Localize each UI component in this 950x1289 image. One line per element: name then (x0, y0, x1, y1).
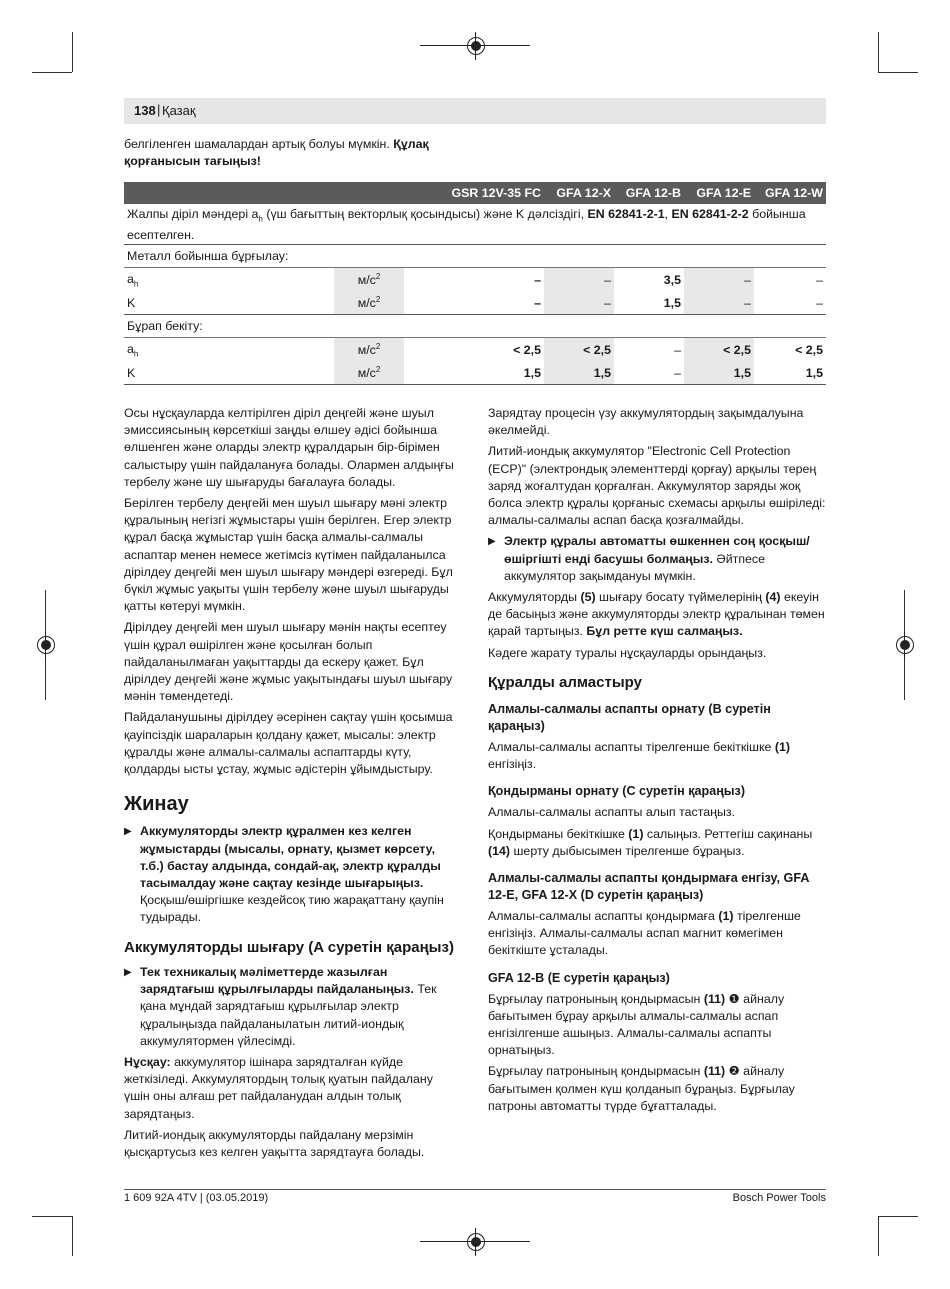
bullet-bold: Электр құралы автоматты өшкеннен соң қосқыш/өшіргішті енді басушы болмаңыз. (504, 534, 810, 566)
value-cell: 1,5 (754, 361, 826, 385)
note-text: , (664, 207, 672, 221)
unit-sup: 2 (375, 272, 381, 282)
crop-mark (32, 72, 72, 73)
row-label-sub: h (133, 349, 139, 359)
intro-warning: Құлақ қорғанысын тағыңыз! (124, 137, 429, 169)
column-header: GSR 12V-35 FC (404, 182, 544, 204)
value-cell: < 2,5 (795, 342, 823, 357)
bullet-text: Әйтпесе аккумулятор зақымдануы мүмкін. (504, 551, 766, 583)
bullet-triangle-icon: ▶ (124, 966, 132, 978)
registration-mark-icon (896, 636, 914, 654)
text: Аккумуляторды (488, 590, 581, 605)
subheading-insert-tool: Алмалы-салмалы аспапты орнату (B суретін қараңыз) (488, 702, 771, 734)
text: тірелгенше енгізіңіз. Алмалы-салмалы аспап магнит көмегімен бекіткіште ұсталады. (488, 909, 801, 958)
unit-text: м/с (357, 343, 376, 358)
value-cell: – (816, 272, 823, 287)
unit-sup: 2 (375, 342, 381, 352)
warning-bullet (488, 533, 826, 585)
row-label-text: K (127, 295, 136, 310)
paragraph (488, 991, 826, 1060)
note-paragraph (124, 1054, 456, 1123)
table-row (124, 361, 826, 385)
value-cell: < 2,5 (544, 338, 614, 362)
unit-text: м/с (357, 273, 376, 288)
section-label: Бұрап бекіту: (124, 315, 826, 338)
table-row (124, 268, 826, 292)
paragraph: Кәдеге жарату туралы нұсқауларды орындаңыз. (488, 645, 767, 660)
row-label (124, 338, 334, 362)
crop-mark (72, 1216, 73, 1256)
paragraph (488, 589, 826, 641)
text: Қондырманы бекіткішке (488, 826, 629, 841)
value-cell: – (544, 291, 614, 315)
paragraph (488, 1063, 826, 1115)
row-label-text: K (127, 365, 136, 380)
paragraph (488, 739, 826, 773)
page-language: Қазақ (162, 103, 196, 118)
unit-text: м/с (357, 366, 376, 381)
unit-cell (334, 268, 404, 292)
value-cell: – (754, 291, 826, 315)
ref-number: (1) (774, 740, 791, 755)
subheading-insert-into-attachment: Алмалы-салмалы аспапты қондырмаға енгізу, GFA 12-E, GFA 12-X (D суретін қараңыз) (488, 871, 809, 903)
text: Бұрғылау патронының қондырмасын (488, 991, 704, 1006)
right-column (488, 405, 826, 1119)
footer-divider (124, 1189, 826, 1190)
value-cell: – (404, 291, 544, 315)
crop-mark (878, 1216, 879, 1256)
page-header (124, 98, 826, 124)
unit-text: м/с (357, 296, 376, 311)
ref-number: (5) (580, 590, 596, 605)
value-cell: 1,5 (544, 361, 614, 385)
table-row (124, 291, 826, 315)
paragraph: Осы нұсқауларда келтірілген діріл деңгейі және шуыл эмиссиясының көрсеткіші заңды өлшеу әдісі бойынша өлшенген және оларды электр құралдарын бір-бірімен салыстыру үшін пайдалануға болады. Олармен алдыңғы тербелу және шу шығаруды бағалауға болады. (124, 406, 454, 489)
paragraph: Алмалы-салмалы аспапты алып тастаңыз. (488, 805, 735, 820)
unit-cell (334, 338, 404, 362)
row-label-text: a (127, 341, 134, 356)
warning-text: Бұл ретте күш салмаңыз. (586, 624, 743, 639)
bullet-text: Қосқыш/өшіргішке кездейсоқ тию жарақаттану қаупін тудырады. (140, 893, 444, 925)
step-number-icon: ❷ (725, 1064, 740, 1079)
ref-number: (1) (718, 909, 734, 924)
registration-mark-icon (37, 636, 55, 654)
registration-mark-icon (467, 1233, 485, 1251)
value-cell: – (544, 268, 614, 292)
ref-number: (1) (628, 826, 644, 841)
crop-mark (878, 1216, 918, 1217)
note-standard: EN 62841-2-1 (587, 207, 665, 221)
crop-mark (72, 32, 73, 72)
note-standard: EN 62841-2-2 (671, 207, 749, 221)
subheading-battery-removal: Аккумуляторды шығару (A суретін қараңыз) (124, 938, 454, 956)
bullet-text: Тек қана мұндай зарядтағыш құрылғылар электр құралыңызда пайдаланылатын литий-иондық аккумулятормен үйлесімді. (140, 982, 437, 1048)
vibration-table (124, 182, 826, 385)
paragraph (488, 908, 826, 960)
subheading-gfa12b: GFA 12-B (E суретін қараңыз) (488, 970, 670, 985)
text: Бұрғылау патронының қондырмасын (488, 1064, 704, 1079)
ref-number: (11) (703, 991, 726, 1006)
table-row (124, 338, 826, 362)
section-heading-assembly: Жинау (124, 793, 189, 816)
note-text: (үш бағыттың векторлық қосындысы) және K дәлсіздігі, (262, 207, 588, 221)
value-cell: 1,5 (684, 361, 754, 385)
value-cell: – (674, 342, 681, 357)
table-header-row (124, 182, 826, 204)
value-cell: 1,5 (404, 361, 544, 385)
unit-sup: 2 (375, 365, 381, 375)
table-section-row (124, 245, 826, 268)
intro-text (124, 136, 444, 170)
intro-plain: белгіленген шамалардан артық болуы мүмкін. (124, 137, 394, 151)
paragraph: Дірілдеу деңгейі мен шуыл шығару мәнін нақты есептеу үшін құрал өшірілген және қосылған болып пайдаланылмаған уақыттарды да ескеру қажет. Бұл дірілдеу деңгейі және жұмыс уақытындағы шуыл шығару мәнін төмендетеді. (124, 620, 453, 704)
value-cell: 1,5 (614, 291, 684, 315)
row-label (124, 291, 334, 315)
bullet-bold: Тек техникалық мәліметтерде жазылған зарядтағыш құрылғыларды пайдаланыңыз. (140, 964, 414, 997)
left-column (124, 405, 456, 1165)
value-cell: – (684, 268, 754, 292)
unit-cell (334, 291, 404, 315)
note-body: аккумулятор ішінара зарядталған күйде жеткізіледі. Аккумулятордың толық қуатын пайдалану үшін оны алғаш рет пайдаланудан алдын толық зарядтаңыз. (124, 1054, 433, 1121)
note-label: Нұсқау: (124, 1054, 171, 1069)
ref-number: (4) (765, 590, 781, 605)
crop-mark (32, 1216, 72, 1217)
bullet-triangle-icon: ▶ (488, 536, 496, 548)
value-cell: – (614, 361, 684, 385)
footer-doc-id: 1 609 92A 4TV | (03.05.2019) (124, 1192, 269, 1204)
unit-cell (334, 361, 404, 385)
paragraph: Пайдаланушыны дірілдеу әсерінен сақтау үшін қосымша қауіпсіздік шараларын қолдану қажет, мысалы: электр құралды және алмалы-салмалы аспаптарды күту, қолдарды ысты ұстау, жұмыс әдістерін ұйымдыстыру. (124, 710, 453, 777)
warning-bullet (124, 964, 456, 1050)
warning-bullet (124, 823, 456, 926)
table-note-row (124, 204, 826, 245)
value-cell: < 2,5 (513, 342, 541, 357)
note-sub: h (258, 214, 263, 224)
page-number: 138 (134, 103, 156, 118)
table-section-row (124, 315, 826, 338)
bullet-triangle-icon: ▶ (124, 826, 132, 838)
unit-sup: 2 (375, 295, 381, 305)
row-label (124, 268, 334, 292)
header-separator: | (157, 102, 161, 117)
section-label: Металл бойынша бұрғылау: (124, 245, 826, 268)
bullet-bold: Аккумуляторды электр құралмен кез келген жұмыстарды (мысалы, орнату, қызмет көрсету, т.б.) бастау алдында, сондай-ақ, электр құралды тасымалдау және сақтау кезінде шығарыңыз. (140, 824, 441, 891)
step-number-icon: ❶ (725, 991, 740, 1006)
paragraph: Литий-иондық аккумулятор "Electronic Cell Protection (ECP)" (электрондық элементтерді қорғау) арқылы терең заряд жоғалтудан қорғалған. Аккумулятор заряды жоқ болса электр құралы қорғаныс схемасы арқылы өшіріледі: алмалы-салмалы аспап басқа қозғалмайды. (488, 444, 826, 528)
text: Алмалы-салмалы аспапты қондырмаға (488, 909, 719, 924)
paragraph: Зарядтау процесін үзу аккумулятордың зақымдалуына әкелмейді. (488, 406, 804, 438)
text: Алмалы-салмалы аспапты тірелгенше бекіткішке (488, 740, 775, 755)
column-header: GFA 12-B (614, 182, 684, 204)
row-label-sub: h (133, 279, 139, 289)
column-header: GFA 12-W (754, 182, 826, 204)
table-note (124, 204, 826, 245)
value-cell: – (534, 272, 541, 287)
text: айналу бағытымен бұрау арқылы алмалы-салмалы аспап енгізілгенше ашыңыз. Алмалы-салмалы аспапты орнатыңыз. (488, 991, 785, 1058)
subheading-attachment: Қондырманы орнату (C суретін қараңыз) (488, 784, 746, 799)
text: салыңыз. Реттегіш сақинаны (643, 826, 813, 841)
value-cell: 3,5 (663, 272, 681, 287)
paragraph (488, 826, 826, 860)
row-label-text: a (127, 271, 134, 286)
text: шығару босату түймелерінің (595, 590, 766, 605)
text: айналу бағытымен қолмен күш қолданып бұраңыз. Бұрғылау патроны автоматты түрде бұғатталады. (488, 1064, 795, 1113)
note-text: Жалпы діріл мәндері a (127, 207, 259, 221)
crop-mark (878, 32, 879, 72)
text: енгізіңіз. (488, 757, 537, 772)
ref-number: (11) (703, 1064, 726, 1079)
crop-mark (878, 72, 918, 73)
paragraph: Берілген тербелу деңгейі мен шуыл шығару мәні электр құралының негізгі жұмыстары үшін берілген. Егер электр құрал басқа жұмыстар үшін басқа алмалы-салмалы аспаптар менен немесе жетімсіз күтімен пайдаланылса дірілдеу деңгейі мен шуыл шығару мәндері өзгереді. Бұл бүкіл жұмыс уақыты үшін тербелу және шуыл шығаруды қатты көтеруі мүмкін. (124, 496, 453, 614)
value-cell: < 2,5 (684, 338, 754, 362)
column-header: GFA 12-X (544, 182, 614, 204)
text: шерту дыбысымен тірелгенше бұраңыз. (510, 843, 745, 858)
footer-brand: Bosch Power Tools (732, 1192, 826, 1204)
text: екеуін де басыңыз және аккумуляторды электр құралынан төмен қарай тартыңыз. (488, 590, 825, 639)
value-cell: – (684, 291, 754, 315)
column-header: GFA 12-E (684, 182, 754, 204)
registration-mark-icon (467, 37, 485, 55)
note-text: бойынша есептелген. (127, 207, 806, 243)
row-label (124, 361, 334, 385)
subheading-tool-change: Құралды алмастыру (488, 673, 642, 691)
ref-number: (14) (488, 843, 511, 858)
paragraph: Литий-иондық аккумуляторды пайдалану мерзімін қысқартусыз кез келген уақытта зарядтауға болады. (124, 1127, 425, 1159)
